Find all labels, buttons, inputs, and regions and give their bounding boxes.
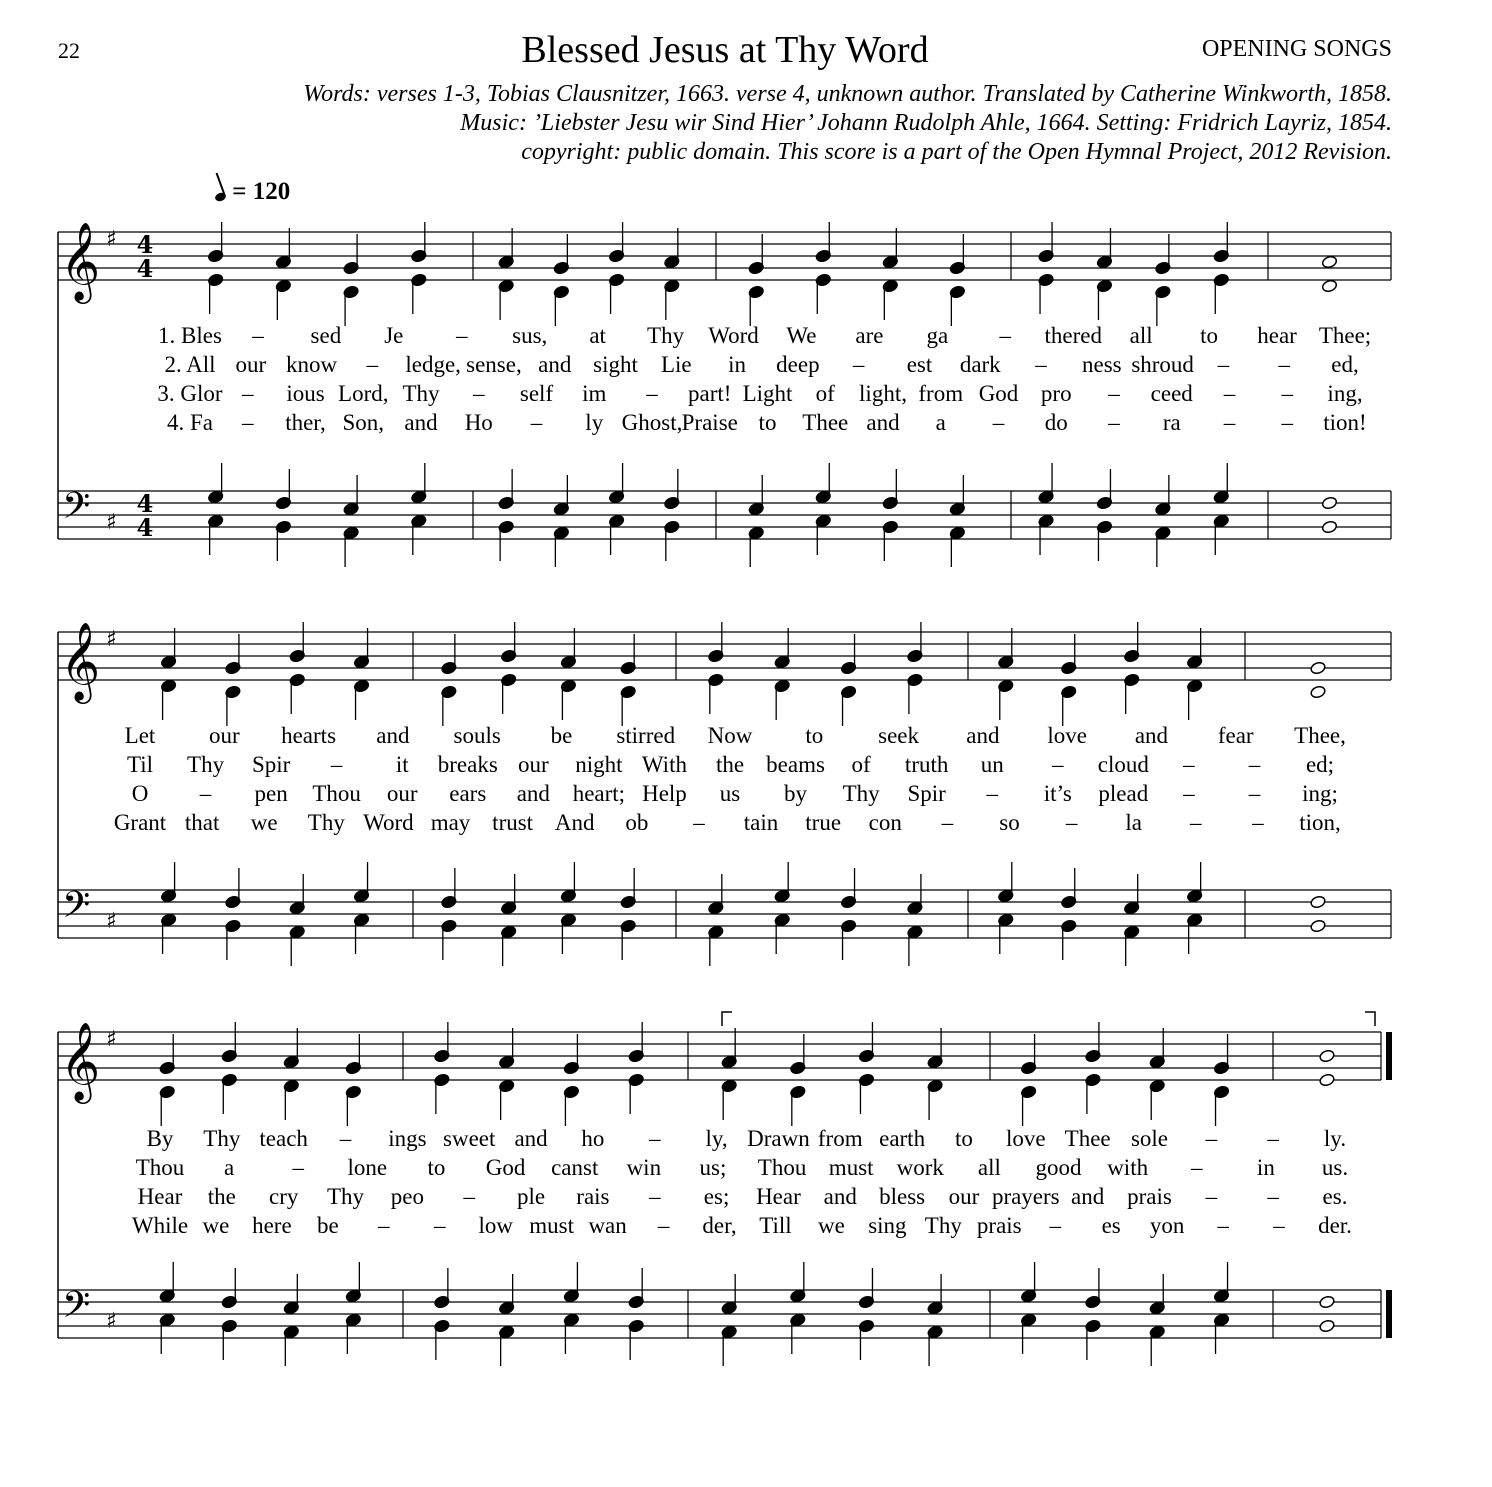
lyric-syllable: es (1101, 1213, 1121, 1238)
lyric-syllable: it’s (1043, 781, 1072, 806)
lyric-syllable: Grant (113, 810, 167, 835)
lyric-syllable: rais (576, 1184, 610, 1209)
notehead (1321, 279, 1338, 293)
lyric-syllable: Light (742, 381, 793, 406)
lyric-syllable: With (641, 752, 687, 777)
lyric-syllable: Now (707, 723, 753, 748)
lyric-syllable: self (519, 381, 554, 406)
lyric-syllable: ing; (1302, 781, 1338, 806)
lyric-syllable: sense, (466, 352, 522, 377)
lyric-syllable: – (1252, 810, 1264, 835)
lyric-syllable: all (977, 1155, 1001, 1180)
lyric-syllable: – (1273, 1213, 1285, 1238)
lyric-syllable: 4. Fa (167, 410, 213, 435)
lyric-syllable: Spir (251, 752, 291, 777)
lyric-syllable: – (1049, 1213, 1061, 1238)
lyrics-system-2 (0, 721, 1492, 837)
lyric-syllable: beams (766, 752, 825, 777)
lyric-syllable: Thou (312, 781, 361, 806)
lyric-syllable: do (1044, 410, 1068, 435)
lyric-syllable: and (866, 410, 900, 435)
lyric-syllable: 2. All (164, 352, 216, 377)
lyric-syllable: ed, (1331, 352, 1359, 377)
lyric-syllable: la (1125, 810, 1142, 835)
lyric-syllable: ga (926, 323, 949, 348)
credits-copyright: copyright: public domain. This score is a part of the Open Hymnal Project, 2012 Revision. (521, 139, 1392, 165)
verse-line (0, 779, 1492, 808)
lyric-syllable: of (851, 752, 871, 777)
lyric-syllable: ple (516, 1184, 546, 1209)
lyric-syllable: – (242, 410, 254, 435)
lyric-syllable: – (1217, 1213, 1229, 1238)
lyric-syllable: our (517, 752, 549, 777)
lyric-syllable: – (1191, 1155, 1203, 1180)
lyric-syllable: and (404, 410, 438, 435)
lyric-syllable: prais (976, 1213, 1022, 1238)
lyric-syllable: – (1183, 781, 1195, 806)
lyric-syllable: light, (859, 381, 907, 406)
notehead (1310, 895, 1327, 909)
lyric-syllable: stirred (616, 723, 676, 748)
lyric-syllable: Thee (802, 410, 849, 435)
page-number: 22 (58, 38, 80, 63)
lyric-syllable: Thy (307, 810, 345, 835)
lyric-syllable: – (378, 1213, 390, 1238)
lyric-syllable: – (1223, 381, 1236, 406)
lyric-syllable: win (626, 1155, 662, 1180)
verse-line (0, 321, 1492, 350)
lyric-syllable: true (805, 810, 842, 835)
lyric-syllable: es. (1322, 1184, 1348, 1209)
lyric-syllable: Spir (907, 781, 946, 806)
lyric-syllable: in (728, 352, 747, 377)
lyric-syllable: cloud (1097, 752, 1149, 777)
lyric-syllable: low (478, 1213, 513, 1238)
lyric-syllable: con (868, 810, 902, 835)
notehead (1321, 520, 1338, 534)
lyric-syllable: to (1200, 323, 1219, 348)
lyric-syllable: Lie (660, 352, 692, 377)
lyric-syllable: – (366, 352, 379, 377)
verse-line (0, 1153, 1492, 1182)
lyric-syllable: to (805, 723, 824, 748)
lyric-syllable: Thy (647, 323, 685, 348)
lyric-syllable: hear (1257, 323, 1297, 348)
lyric-syllable: Hear (137, 1184, 183, 1209)
section-heading: OPENING SONGS (1201, 36, 1392, 62)
lyric-syllable: es; (703, 1184, 730, 1209)
treble-clef-icon: 𝄞 (60, 622, 101, 701)
lyric-syllable: Son, (342, 410, 385, 435)
lyric-syllable: we (818, 1213, 845, 1238)
lyric-syllable: We (786, 323, 817, 348)
key-signature-sharp-icon: ♯ (106, 909, 117, 934)
notehead (1321, 496, 1338, 510)
lyric-syllable: from (918, 381, 964, 406)
lyric-syllable: ledge, (405, 352, 461, 377)
lyric-syllable: thered (1044, 323, 1102, 348)
lyric-syllable: Thy (924, 1213, 962, 1238)
lyric-syllable: Let (124, 723, 156, 748)
lyric-syllable: the (207, 1184, 236, 1209)
lyric-syllable: good (1035, 1155, 1082, 1180)
lyrics-system-3 (0, 1124, 1492, 1240)
lyric-syllable: – (1267, 1126, 1279, 1151)
lyric-syllable: cry (268, 1184, 299, 1209)
lyric-syllable: at (589, 323, 606, 348)
key-signature-sharp-icon: ♯ (106, 1027, 117, 1052)
lyric-syllable: truth (904, 752, 949, 777)
bass-clef-icon: 𝄢 (62, 884, 91, 935)
lyric-syllable: a (935, 410, 946, 435)
lyric-syllable: to (954, 1126, 973, 1151)
lyric-syllable: – (657, 1213, 670, 1238)
lyric-syllable: us (719, 781, 741, 806)
notehead (1310, 685, 1327, 699)
lyric-syllable: – (1248, 752, 1261, 777)
lyrics-system-1 (0, 321, 1492, 437)
lyric-syllable: breaks (437, 752, 498, 777)
lyric-syllable: – (1223, 410, 1236, 435)
lyric-syllable: – (252, 323, 264, 348)
lyric-syllable: sight (593, 352, 638, 377)
lyric-syllable: tion! (1323, 410, 1367, 435)
lyric-syllable: – (242, 381, 254, 406)
lyric-syllable: teach (259, 1126, 308, 1151)
lyric-syllable: our (386, 781, 418, 806)
lyric-syllable: part! (688, 381, 732, 406)
lyric-syllable: And (554, 810, 595, 835)
lyric-syllable: – (1281, 381, 1293, 406)
lyric-syllable: bless (879, 1184, 926, 1209)
lyric-syllable: Je (384, 323, 404, 348)
lyric-syllable: plead (1098, 781, 1149, 806)
lyric-syllable: While (131, 1213, 189, 1238)
lyric-syllable: canst (551, 1155, 599, 1180)
lyric-syllable: ob (625, 810, 649, 835)
lyric-syllable: Word (363, 810, 414, 835)
verse-line (0, 408, 1492, 437)
lyric-syllable: and (376, 723, 410, 748)
lyric-syllable: – (1205, 1184, 1218, 1209)
lyric-syllable: must (828, 1155, 874, 1180)
lyric-syllable: seek (878, 723, 919, 748)
lyric-syllable: ness (1082, 352, 1122, 377)
lyric-syllable: yon (1149, 1213, 1185, 1238)
key-signature-sharp-icon: ♯ (106, 627, 117, 652)
notehead (1310, 661, 1327, 675)
lyric-syllable: us; (699, 1155, 727, 1180)
lyric-syllable: here (252, 1213, 292, 1238)
lyric-syllable: – (530, 410, 543, 435)
lyric-syllable: with (1107, 1155, 1149, 1180)
lyric-syllable: know (286, 352, 338, 377)
lyric-syllable: – (1267, 1184, 1279, 1209)
lyric-syllable: – (1190, 810, 1202, 835)
lyric-syllable: By (146, 1126, 174, 1151)
lyric-syllable: – (1065, 810, 1078, 835)
lyric-syllable: that (184, 810, 220, 835)
lyric-syllable: ings (388, 1126, 427, 1151)
lyric-syllable: der, (702, 1213, 737, 1238)
lyric-syllable: in (1256, 1155, 1275, 1180)
verse-line (0, 350, 1492, 379)
lyric-syllable: and (538, 352, 572, 377)
credits-words: Words: verses 1-3, Tobias Clausnitzer, 1663. verse 4, unknown author. Translated by Catherine Winkworth, 1858. (303, 81, 1392, 107)
lyric-syllable: so (999, 810, 1020, 835)
lyric-syllable: – (199, 781, 212, 806)
bracket-end (1365, 1012, 1375, 1026)
lyric-syllable: ceed (1150, 381, 1193, 406)
lyric-syllable: – (456, 323, 468, 348)
lyric-syllable: dark (959, 352, 1001, 377)
lyric-syllable: earth (879, 1126, 926, 1151)
tempo-value: = 120 (232, 178, 291, 205)
lyric-syllable: – (434, 1213, 446, 1238)
lyric-syllable: – (648, 1126, 661, 1151)
lyric-syllable: by (784, 781, 808, 806)
lyric-syllable: we (202, 1213, 230, 1238)
lyric-syllable: and (1134, 723, 1169, 748)
lyric-syllable: – (1278, 352, 1290, 377)
lyric-syllable: pen (254, 781, 288, 806)
lyric-syllable: im (582, 381, 607, 406)
lyric-syllable: must (529, 1213, 575, 1238)
time-signature-bottom: 4 (136, 254, 154, 283)
lyric-syllable: the (715, 752, 745, 777)
lyric-syllable: it (395, 752, 409, 777)
lyric-syllable: sole (1130, 1126, 1168, 1151)
lyric-syllable: est (906, 352, 933, 377)
lyric-syllable: tain (743, 810, 779, 835)
lyric-syllable: Hear (756, 1184, 801, 1209)
lyric-syllable: sus, (512, 323, 548, 348)
lyric-syllable: – (330, 752, 343, 777)
lyric-syllable: fear (1217, 723, 1254, 748)
lyric-syllable: God (978, 381, 1019, 406)
lyric-syllable: sweet (443, 1126, 496, 1151)
lyric-syllable: 1. Bles (158, 323, 222, 348)
notehead (1319, 1049, 1336, 1063)
lyric-syllable: Thee; (1318, 323, 1372, 348)
lyric-syllable: Drawn (747, 1126, 810, 1151)
lyric-syllable: deep (776, 352, 820, 377)
lyric-syllable: ears (449, 781, 487, 806)
verse-line (0, 1182, 1492, 1211)
lyric-syllable: Thy (203, 1126, 241, 1151)
lyric-syllable: trust (492, 810, 534, 835)
lyric-syllable: – (1052, 752, 1064, 777)
lyric-syllable: prais (1127, 1184, 1172, 1209)
lyric-syllable: – (463, 1184, 475, 1209)
lyric-syllable: O (131, 781, 149, 806)
lyric-syllable: – (1205, 1126, 1218, 1151)
lyric-syllable: lone (347, 1155, 388, 1180)
lyric-syllable: wan (588, 1213, 627, 1238)
lyric-syllable: Till (759, 1213, 792, 1238)
lyric-syllable: ly. (1323, 1126, 1347, 1151)
lyric-syllable: ious (286, 381, 325, 406)
lyric-syllable: pro (1040, 381, 1072, 406)
lyric-syllable: souls (453, 723, 501, 748)
notehead (1319, 1073, 1336, 1087)
lyric-syllable: to (758, 410, 777, 435)
lyric-syllable: our (948, 1184, 980, 1209)
lyric-syllable: – (992, 410, 1005, 435)
lyric-syllable: ed; (1305, 752, 1335, 777)
lyric-syllable: and (1071, 1184, 1105, 1209)
lyric-syllable: Praise (681, 410, 738, 435)
lyric-syllable: are (855, 323, 884, 348)
lyric-syllable: love (1047, 723, 1087, 748)
treble-clef-icon: 𝄞 (60, 1022, 101, 1101)
lyric-syllable: un (980, 752, 1004, 777)
lyric-syllable: we (250, 810, 278, 835)
credits-music: Music: ’Liebster Jesu wir Sind Hier’ Johann Rudolph Ahle, 1664. Setting: Fridrich Layriz, 1854. (460, 110, 1392, 136)
lyric-syllable: – (1035, 352, 1047, 377)
final-barline (1386, 1290, 1392, 1338)
lyric-syllable: hearts (281, 723, 337, 748)
verse-line (0, 808, 1492, 837)
bass-clef-icon: 𝄢 (62, 485, 91, 536)
lyric-syllable: love (1005, 1126, 1046, 1151)
lyric-syllable: Thou (757, 1155, 807, 1180)
notehead (1321, 255, 1338, 269)
lyric-syllable: – (941, 810, 954, 835)
lyric-syllable: – (693, 810, 705, 835)
verse-line (0, 721, 1492, 750)
lyric-syllable: heart; (572, 781, 626, 806)
notehead (1319, 1319, 1336, 1333)
lyric-syllable: be (550, 723, 573, 748)
hymn-title: Blessed Jesus at Thy Word (521, 29, 929, 71)
lyric-syllable: ther, (285, 410, 326, 435)
lyric-syllable: – (1281, 410, 1293, 435)
verse-line (0, 1124, 1492, 1153)
notehead (1310, 919, 1327, 933)
lyric-syllable: us. (1321, 1155, 1349, 1180)
bracket-start (722, 1012, 732, 1026)
lyric-syllable: and (516, 781, 550, 806)
lyric-syllable: may (430, 810, 471, 835)
lyric-syllable: – (1248, 781, 1261, 806)
lyric-syllable: our (208, 723, 240, 748)
time-signature-bottom: 4 (136, 513, 154, 542)
lyric-syllable: Ho (464, 410, 493, 435)
lyric-syllable: a (224, 1155, 235, 1180)
time-signature-top: 4 (136, 489, 154, 518)
lyric-syllable: ly, (705, 1126, 728, 1151)
lyric-syllable: sing (868, 1213, 907, 1238)
lyric-syllable: Ghost, (621, 410, 683, 435)
lyric-syllable: – (1108, 410, 1120, 435)
lyric-syllable: – (339, 1126, 352, 1151)
lyric-syllable: Til (126, 752, 154, 777)
lyric-syllable: Thy (402, 381, 440, 406)
lyric-syllable: God (485, 1155, 526, 1180)
lyric-syllable: all (1129, 323, 1153, 348)
lyric-syllable: Help (642, 781, 687, 806)
lyric-syllable: tion, (1299, 810, 1341, 835)
lyric-syllable: and (514, 1126, 548, 1151)
lyric-syllable: – (648, 1184, 661, 1209)
treble-clef-icon: 𝄞 (60, 222, 101, 301)
lyric-syllable: Thee (1064, 1126, 1111, 1151)
key-signature-sharp-icon: ♯ (106, 227, 117, 252)
final-barline (1386, 1032, 1392, 1080)
verse-line (0, 379, 1492, 408)
lyric-syllable: – (292, 1155, 304, 1180)
lyric-syllable: Thy (842, 781, 880, 806)
key-signature-sharp-icon: ♯ (106, 1309, 117, 1334)
lyric-syllable: prayers (991, 1184, 1060, 1209)
lyric-syllable: peo (390, 1184, 424, 1209)
lyric-syllable: – (999, 323, 1012, 348)
time-signature-top: 4 (136, 230, 154, 259)
lyric-syllable: ho (581, 1126, 605, 1151)
lyric-syllable: and (823, 1184, 857, 1209)
lyric-syllable: Thy (326, 1184, 365, 1209)
lyric-syllable: 3. Glor (157, 381, 223, 406)
lyric-syllable: – (1183, 752, 1195, 777)
lyric-syllable: work (896, 1155, 944, 1180)
lyric-syllable: Lord, (338, 381, 389, 406)
lyric-syllable: be (316, 1213, 339, 1238)
lyric-syllable: – (852, 352, 865, 377)
lyric-syllable: – (646, 381, 658, 406)
verse-line (0, 1211, 1492, 1240)
lyric-syllable: der. (1318, 1213, 1352, 1238)
bass-clef-icon: 𝄢 (62, 1284, 91, 1335)
lyric-syllable: our (235, 352, 267, 377)
lyric-syllable: Word (708, 323, 759, 348)
lyric-syllable: sed (310, 323, 342, 348)
lyric-syllable: – (1217, 352, 1230, 377)
verse-line (0, 750, 1492, 779)
lyric-syllable: Thy (187, 752, 225, 777)
lyric-syllable: shroud (1131, 352, 1194, 377)
notehead (1319, 1295, 1336, 1309)
lyric-syllable: Thou (135, 1155, 185, 1180)
lyric-syllable: ing, (1327, 381, 1363, 406)
lyric-syllable: ly (585, 410, 604, 435)
lyric-syllable: – (1108, 381, 1120, 406)
lyric-syllable: to (427, 1155, 446, 1180)
lyric-syllable: – (473, 381, 485, 406)
lyric-syllable: Thee, (1294, 723, 1346, 748)
lyric-syllable: – (986, 781, 998, 806)
key-signature-sharp-icon: ♯ (106, 510, 117, 535)
lyric-syllable: night (575, 752, 623, 777)
lyric-syllable: from (817, 1126, 863, 1151)
lyric-syllable: and (966, 723, 1000, 748)
lyric-syllable: of (815, 381, 835, 406)
lyric-syllable: ra (1162, 410, 1181, 435)
